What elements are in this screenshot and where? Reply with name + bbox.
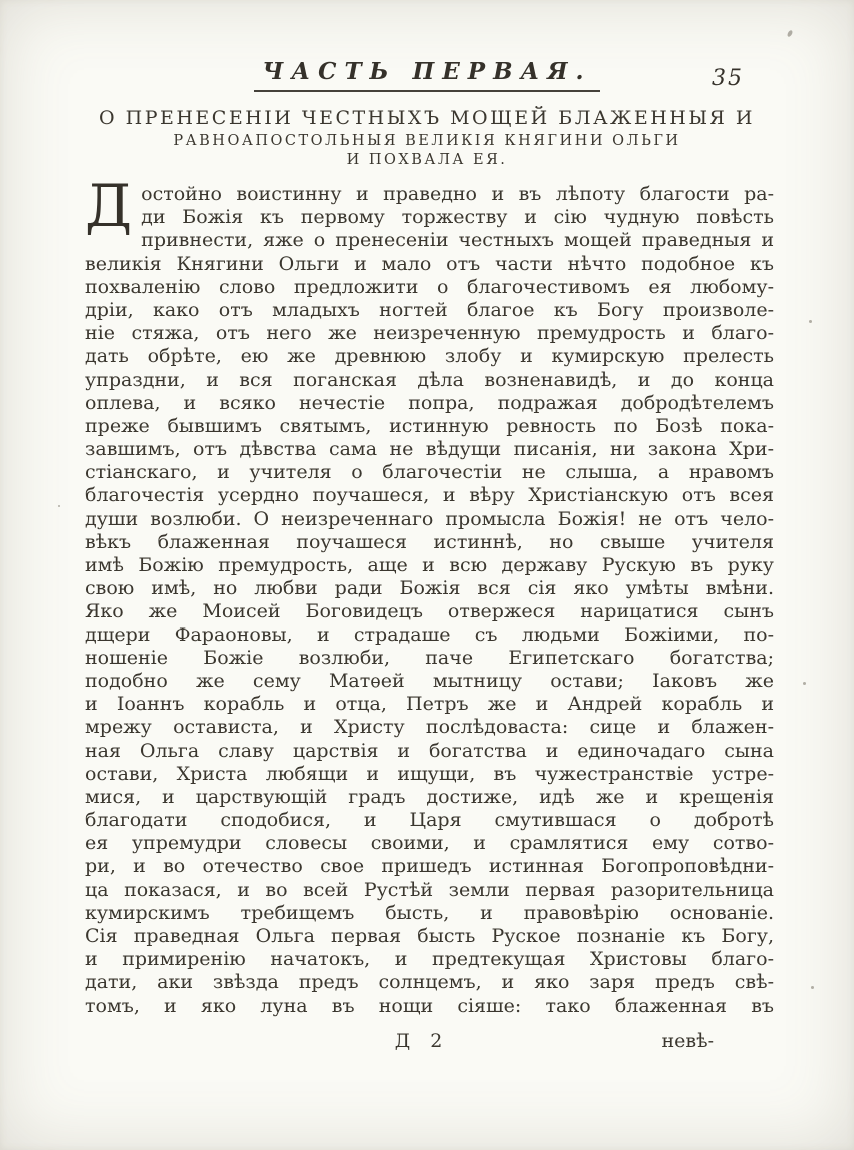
body-line: дати, аки звѣзда предъ солнцемъ, и яко заря предъ свѣ- (85, 971, 774, 994)
body-line: и примиренію начатокъ, и предтекущая Христовы благо- (85, 948, 774, 971)
page-header (0, 0, 854, 92)
body-line: остави, Христа любящи и ищущи, въ чужестранствіе устре- (85, 762, 774, 785)
page-footer (85, 1030, 770, 1056)
body-line: благодати сподобися, и Царя смутившася о добротѣ (85, 809, 774, 832)
body-line: подобно же сему Матѳей мытницу остави; Іаковъ же (85, 669, 774, 692)
ink-speck (809, 320, 812, 323)
body-line: вѣкъ блаженная поучашеся истиннѣ, но свыше учителя (85, 530, 774, 553)
body-line: дать обрѣте, ею же древнюю злобу и кумирскую прелесть (85, 345, 774, 368)
body-line: преже бывшимъ святымъ, истинную ревность по Бозѣ пока- (85, 414, 774, 437)
ink-speck (811, 986, 814, 989)
ink-speck (803, 682, 806, 685)
body-line: мися, и царствующій градъ достиже, идѣ же и крещенія (85, 785, 774, 808)
body-line: томъ, и яко луна въ нощи сіяше: тако блаженная въ (85, 994, 774, 1017)
body-line: ца показася, и во всей Рустѣй земли первая разорительница (85, 878, 774, 901)
body-line: ри, и во отечество свое пришедъ истинная Богопроповѣдни- (85, 855, 774, 878)
body-line: завшимъ, отъ дѣвства сама не вѣдущи писанія, ни закона Хри- (85, 438, 774, 461)
body-line: остойно воистинну и праведно и въ лѣпоту благости ра- (141, 183, 774, 205)
body-line: привнести, яже о пренесеніи честныхъ мощей праведныя и (141, 229, 774, 252)
body-line: дріи, како отъ младыхъ ногтей благое къ Богу произволе- (85, 298, 774, 321)
dropcap-letter: Д (85, 172, 133, 240)
body-line: Сія праведная Ольга первая бысть Руское познаніе къ Богу, (85, 925, 774, 947)
signature-mark: Д 2 (394, 1030, 450, 1052)
chapter-heading-line-1: О ПРЕНЕСЕНІИ ЧЕСТНЫХЪ МОЩЕЙ БЛАЖЕННЫЯ И (99, 107, 755, 129)
body-line: дщери Фараоновы, и страдаше съ людьми Божіими, по- (85, 623, 774, 646)
body-line: ношеніе Божіе возлюби, паче Египетскаго богатства; (85, 646, 774, 669)
body-line: ди Божія къ первому торжеству и сію чудную повѣсть (141, 206, 774, 229)
body-line: стіанскаго, и учителя о благочестіи не слыша, а нравомъ (85, 461, 774, 484)
chapter-heading (0, 107, 854, 168)
chapter-heading-line-3: И ПОХВАЛА ЕЯ. (346, 152, 508, 168)
body-line: кумирскимъ требищемъ бысть, и правовѣрію основаніе. (85, 901, 774, 924)
body-line: оплева, и всяко нечестіе попра, подражая добродѣтелемъ (85, 391, 774, 414)
body-line: имѣ Божію премудрость, аще и всю державу Рускую въ руку (85, 554, 774, 576)
ink-speck (58, 505, 60, 507)
body-paragraph (85, 172, 774, 1018)
body-line: свою имѣ, но любви ради Божія вся сія яко умѣты вмѣни. (85, 577, 774, 600)
body-line: души возлюби. О неизреченнаго промысла Божія! не отъ чело- (85, 507, 774, 530)
body-line: упраздни, и вся поганская дѣла возненавидѣ, и до конца (85, 368, 774, 391)
body-line: благочестія усердно поучашеся, и вѣру Христіанскую отъ всея (85, 484, 774, 507)
body-line: ея упремудри словесы своими, и срамлятися ему сотво- (85, 832, 774, 855)
body-line: великія Княгини Ольги и мало отъ части нѣчто подобное къ (85, 252, 774, 275)
running-title: ЧАСТЬ ПЕРВАЯ. (254, 58, 599, 92)
body-line: похваленію слово предложити о благочестивомъ ея любому- (85, 275, 774, 298)
chapter-heading-line-2: РАВНОАПОСТОЛЬНЫЯ ВЕЛИКІЯ КНЯГИНИ ОЛЬГИ (173, 133, 681, 149)
body-line: ная Ольга славу царствія и богатства и единочадаго сына (85, 739, 774, 762)
page-number: 35 (712, 66, 744, 91)
catchword: невѣ- (661, 1030, 714, 1052)
body-line: Яко же Моисей Боговидецъ отвержеся нарицатися сынъ (85, 600, 774, 623)
body-line: и Іоаннъ корабль и отца, Петръ же и Андрей корабль и (85, 693, 774, 716)
body-line: мрежу остависта, и Христу послѣдоваста: сице и блажен- (85, 716, 774, 739)
body-line: ніе стяжа, отъ него же неизреченную премудрость и благо- (85, 322, 774, 345)
